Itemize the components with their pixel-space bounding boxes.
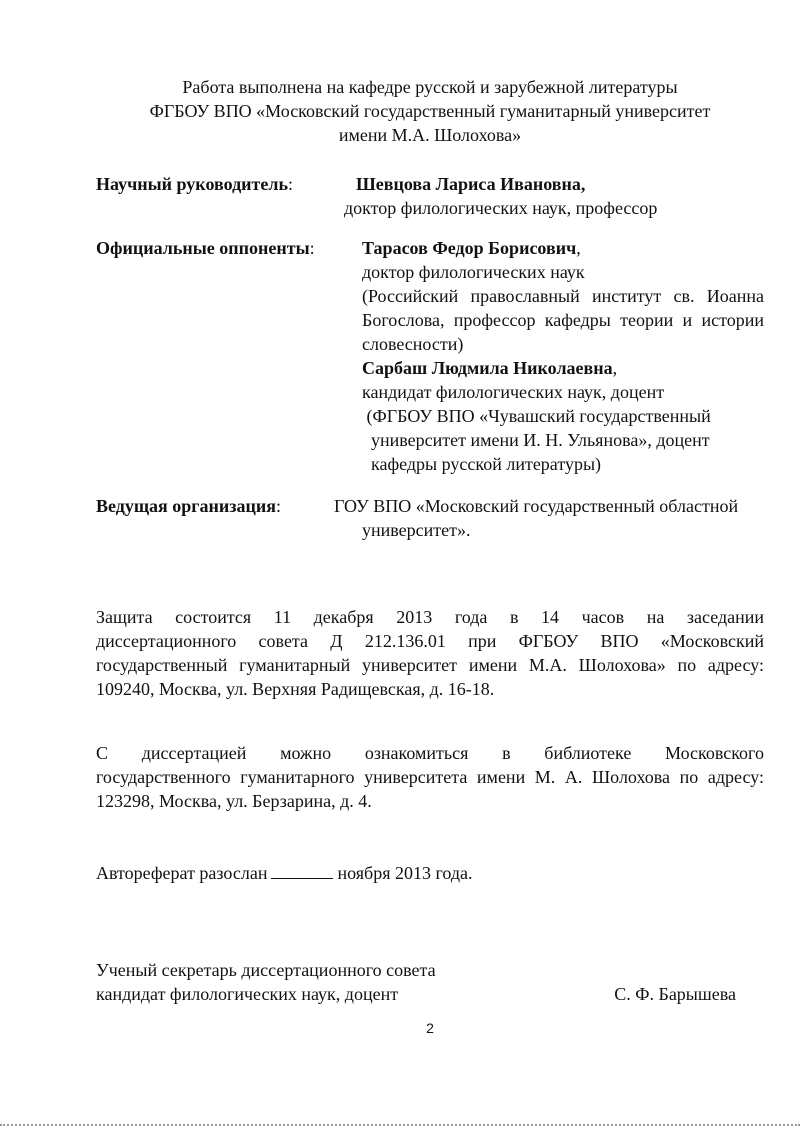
opponent-2-affiliation-line-1: (ФГБОУ ВПО «Чувашский государственный xyxy=(362,406,711,426)
library-line-2: государственного гуманитарного университета имени М. А. Шолохова по адресу: xyxy=(96,767,764,787)
secretary-degree: кандидат филологических наук, доцент xyxy=(96,984,399,1004)
opponent-1-degree: доктор филологических наук xyxy=(362,262,585,282)
defense-line-1: Защита состоится 11 декабря 2013 года в 14 часов на заседании xyxy=(96,607,764,627)
leading-organization-line-1: ГОУ ВПО «Московский государственный областной xyxy=(334,496,739,516)
page-number: 2 xyxy=(426,1020,434,1036)
opponent-2-affiliation-line-3: кафедры русской литературы) xyxy=(362,454,602,474)
supervisor-label: Научный руководитель: xyxy=(96,174,294,194)
opponent-2-degree: кандидат филологических наук, доцент xyxy=(362,382,665,402)
opponent-1-name: Тарасов Федор Борисович, xyxy=(362,238,581,258)
leading-organization-line-2: университет». xyxy=(362,520,471,540)
leading-organization-label: Ведущая организация: xyxy=(96,496,281,516)
opponent-1-affiliation-line-1: (Российский православный институт св. Иоанна xyxy=(362,286,764,306)
defense-line-3: государственный гуманитарный университет имени М.А. Шолохова» по адресу: xyxy=(96,655,764,675)
date-blank-underline xyxy=(271,862,333,879)
library-paragraph xyxy=(96,741,764,813)
institution-header xyxy=(96,75,764,147)
header-line-1: Работа выполнена на кафедре русской и зарубежной литературы xyxy=(182,77,678,97)
abstract-sent-text: Автореферат разослан xyxy=(96,863,268,883)
opponent-2-affiliation-line-2: университет имени И. Н. Ульянова», доцент xyxy=(362,430,710,450)
supervisor-degree: доктор филологических наук, профессор xyxy=(344,198,658,218)
library-line-3: 123298, Москва, ул. Берзарина, д. 4. xyxy=(96,791,372,811)
abstract-sent-month: ноября 2013 года. xyxy=(337,863,473,883)
secretary-title: Ученый секретарь диссертационного совета xyxy=(96,960,436,980)
defense-line-4: 109240, Москва, ул. Верхняя Радищевская, д. 16-18. xyxy=(96,679,495,699)
opponent-1-affiliation-line-3: словесности) xyxy=(362,334,464,354)
supervisor-name: Шевцова Лариса Ивановна, xyxy=(356,174,586,194)
opponents-label: Официальные оппоненты: xyxy=(96,238,315,258)
secretary-name: С. Ф. Барышева xyxy=(614,984,736,1004)
opponent-1-affiliation-line-2: Богослова, профессор кафедры теории и истории xyxy=(362,310,764,330)
opponent-2-name: Сарбаш Людмила Николаевна, xyxy=(362,358,618,378)
header-line-3: имени М.А. Шолохова» xyxy=(338,125,522,145)
defense-paragraph xyxy=(96,605,764,701)
secretary-block xyxy=(96,958,736,1006)
library-line-1: С диссертацией можно ознакомиться в библиотеке Московского xyxy=(96,743,764,763)
defense-line-2: диссертационного совета Д 212.136.01 при ФГБОУ ВПО «Московский xyxy=(96,631,764,651)
scan-bottom-edge xyxy=(0,1124,800,1126)
header-line-2: ФГБОУ ВПО «Московский государственный гуманитарный университет xyxy=(149,101,711,121)
abstract-sent-line xyxy=(96,861,764,885)
